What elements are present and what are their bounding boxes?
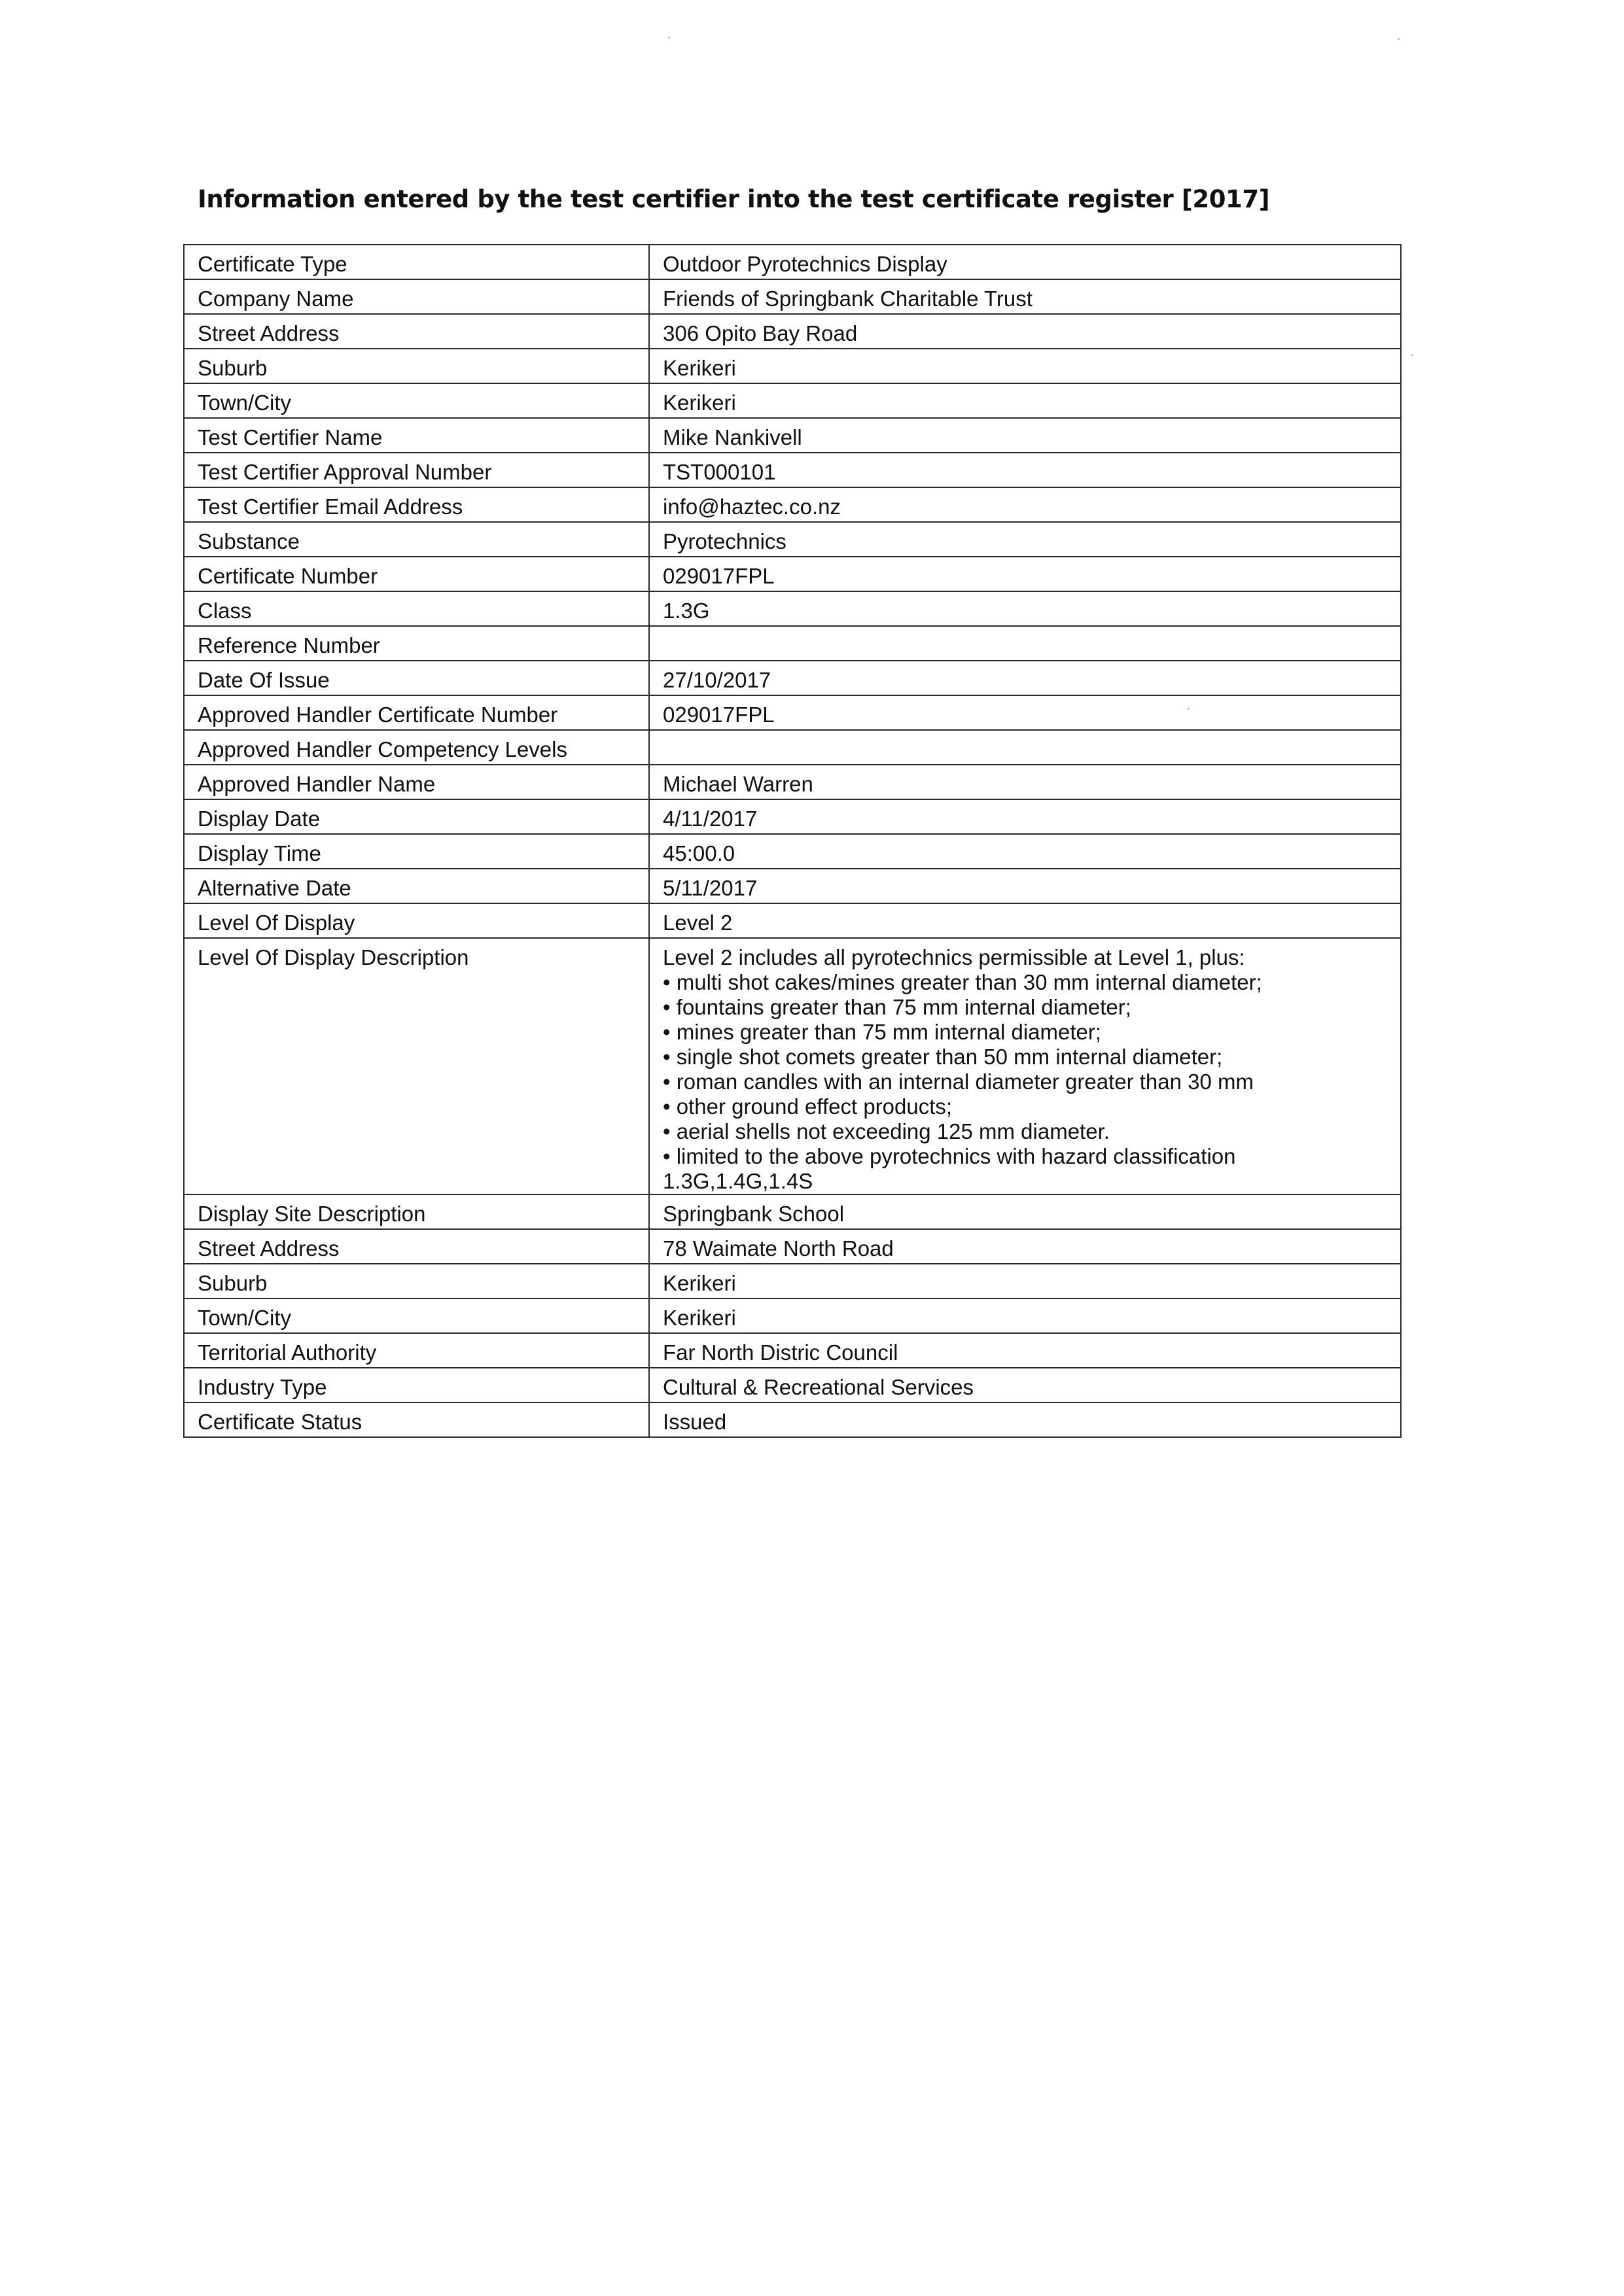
row-label: Class	[184, 591, 649, 626]
table-row	[184, 938, 1401, 1194]
table-row	[184, 730, 1401, 765]
row-label: Town/City	[184, 1298, 649, 1333]
row-label: Display Time	[184, 834, 649, 869]
row-label: Level Of Display	[184, 903, 649, 938]
row-value: 029017FPL	[649, 557, 1401, 591]
page-title: Information entered by the test certifier into the test certificate register [2017]	[198, 185, 1270, 213]
row-value: Outdoor Pyrotechnics Display	[649, 245, 1401, 279]
row-label: Date Of Issue	[184, 661, 649, 695]
table-row	[184, 1298, 1401, 1333]
table-row	[184, 522, 1401, 557]
table-row	[184, 591, 1401, 626]
row-value: 029017FPL	[649, 695, 1401, 730]
row-value: 1.3G	[649, 591, 1401, 626]
row-value: Kerikeri	[649, 1298, 1401, 1333]
row-label: Territorial Authority	[184, 1333, 649, 1368]
row-label: Certificate Status	[184, 1402, 649, 1437]
table-row	[184, 279, 1401, 314]
row-value: Michael Warren	[649, 765, 1401, 799]
row-label: Approved Handler Competency Levels	[184, 730, 649, 765]
table-row	[184, 626, 1401, 661]
row-value: 5/11/2017	[649, 869, 1401, 903]
row-label: Certificate Type	[184, 245, 649, 279]
row-value: Level 2	[649, 903, 1401, 938]
table-row	[184, 453, 1401, 487]
table-row	[184, 349, 1401, 383]
table-row	[184, 1264, 1401, 1298]
certificate-register-table	[183, 244, 1402, 1438]
row-value: Kerikeri	[649, 349, 1401, 383]
scan-speck	[1411, 354, 1413, 356]
row-label: Test Certifier Name	[184, 418, 649, 453]
row-label: Approved Handler Name	[184, 765, 649, 799]
row-value: Cultural & Recreational Services	[649, 1368, 1401, 1402]
table-row	[184, 1333, 1401, 1368]
row-value: TST000101	[649, 453, 1401, 487]
row-value: Pyrotechnics	[649, 522, 1401, 557]
row-label: Street Address	[184, 314, 649, 349]
row-value: 306 Opito Bay Road	[649, 314, 1401, 349]
row-label: Substance	[184, 522, 649, 557]
table-row	[184, 1368, 1401, 1402]
row-value: 27/10/2017	[649, 661, 1401, 695]
level-description-value: Level 2 includes all pyrotechnics permissible at Level 1, plus: • multi shot cakes/mines greater than 30 mm internal diameter; • fountains greater than 75 mm internal diameter; • mines greater than 75 mm internal diameter; • single shot comets greater than 50 mm internal diameter; • roman candles with an internal diameter greater than 30 mm • other ground effect products; • aerial shells not exceeding 125 mm diameter. • limited to the above pyrotechnics with hazard classification 1.3G,1.4G,1.4S	[649, 938, 1401, 1194]
table-row	[184, 869, 1401, 903]
row-value	[649, 626, 1401, 661]
row-label: Test Certifier Email Address	[184, 487, 649, 522]
row-value: Kerikeri	[649, 1264, 1401, 1298]
row-value	[649, 730, 1401, 765]
table-row	[184, 418, 1401, 453]
table-row	[184, 799, 1401, 834]
row-label: Approved Handler Certificate Number	[184, 695, 649, 730]
row-value: Friends of Springbank Charitable Trust	[649, 279, 1401, 314]
row-value: info@haztec.co.nz	[649, 487, 1401, 522]
row-value: Kerikeri	[649, 383, 1401, 418]
table-row	[184, 1229, 1401, 1264]
table-row	[184, 557, 1401, 591]
row-label: Suburb	[184, 349, 649, 383]
table-row	[184, 383, 1401, 418]
row-label: Industry Type	[184, 1368, 649, 1402]
scan-speck	[1398, 38, 1400, 40]
row-label: Certificate Number	[184, 557, 649, 591]
row-value: Springbank School	[649, 1194, 1401, 1229]
row-label: Level Of Display Description	[184, 938, 649, 1194]
row-value: Issued	[649, 1402, 1401, 1437]
table-row	[184, 834, 1401, 869]
table-row	[184, 661, 1401, 695]
table-row	[184, 695, 1401, 730]
table-row	[184, 487, 1401, 522]
row-label: Display Date	[184, 799, 649, 834]
scan-speck	[668, 37, 670, 39]
table-row	[184, 903, 1401, 938]
row-label: Street Address	[184, 1229, 649, 1264]
table-row	[184, 314, 1401, 349]
table-row	[184, 245, 1401, 279]
row-label: Display Site Description	[184, 1194, 649, 1229]
row-value: 45:00.0	[649, 834, 1401, 869]
row-label: Suburb	[184, 1264, 649, 1298]
table-row	[184, 1194, 1401, 1229]
row-label: Test Certifier Approval Number	[184, 453, 649, 487]
row-label: Town/City	[184, 383, 649, 418]
row-value: Mike Nankivell	[649, 418, 1401, 453]
row-value: 78 Waimate North Road	[649, 1229, 1401, 1264]
row-label: Reference Number	[184, 626, 649, 661]
row-value: Far North Distric Council	[649, 1333, 1401, 1368]
table-row	[184, 765, 1401, 799]
row-label: Company Name	[184, 279, 649, 314]
row-value: 4/11/2017	[649, 799, 1401, 834]
table-row	[184, 1402, 1401, 1437]
row-label: Alternative Date	[184, 869, 649, 903]
